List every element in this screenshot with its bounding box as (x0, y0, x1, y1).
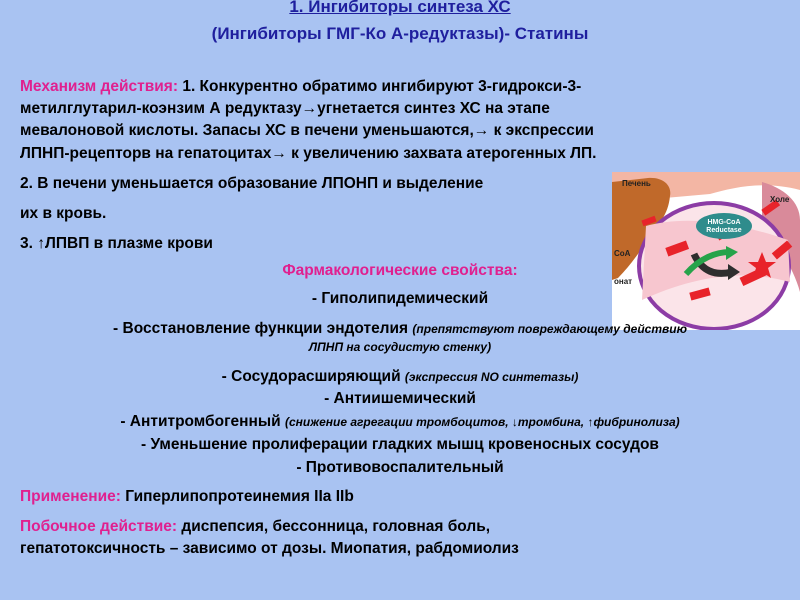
mechanism-line-4: ЛПНП-рецепторв на гепатоцитах→ к увеличению захвата атерогенных ЛП. (20, 145, 597, 162)
pharm-item-3-main: - Сосудорасширяющий (221, 368, 405, 385)
enzyme-label-2: Reductase (706, 227, 742, 234)
mechanism-line-3: мевалоновой кислоты. Запасы ХС в печени уменьшаются,→ к экспрессии (20, 122, 594, 139)
pharm-item-5 (0, 411, 800, 433)
liver-label: Печень (622, 179, 651, 188)
side-effects-line-1 (20, 516, 490, 538)
usage-label: Применение: (20, 488, 121, 505)
pharm-item-4: - Антиишемический (324, 390, 476, 407)
enzyme-shape (696, 213, 752, 239)
title-line-1: 1. Ингибиторы синтеза ХС (289, 0, 511, 16)
onat-label: онат (614, 277, 633, 286)
side-effects-line-2: гепатотоксичность – зависимо от дозы. Миопатия, рабдомиолиз (20, 540, 519, 557)
mechanism-item-3: 3. ↑ЛПВП в плазме крови (20, 235, 213, 252)
pharm-item-7: - Противовоспалительный (296, 459, 504, 476)
pharm-heading: Фармакологические свойства: (282, 262, 518, 279)
pharm-item-5-main: - Антитромбогенный (120, 413, 285, 430)
side-effects-label: Побочное действие: (20, 518, 178, 535)
title-line-2: (Ингибиторы ГМГ-Ко А-редуктазы)- Статины (211, 24, 589, 43)
pharm-item-2-note-b: ЛПНП на сосудистую стенку) (308, 340, 492, 354)
mechanism-text-1: 1. Конкурентно обратимо ингибируют 3-гидрокси-3- (178, 78, 582, 95)
usage-text: Гиперлипопротеинемия IIa IIb (120, 488, 354, 505)
mechanism-line-1 (20, 76, 790, 98)
pharm-item-3-note: (экспрессия NO синтетазы) (404, 370, 579, 384)
enzyme-label-1: HMG-CoA (707, 219, 741, 226)
usage-line (20, 486, 354, 508)
side-effects-text-1: диспепсия, бессонница, головная боль, (177, 518, 491, 535)
pharm-item-6: - Уменьшение пролиферации гладких мышц кровеносных сосудов (141, 436, 659, 453)
pharm-item-1: - Гиполипидемический (311, 290, 489, 307)
coa-label: CoA (614, 249, 631, 258)
mechanism-item-2-line-1: 2. В печени уменьшается образование ЛПОНП и выделение (20, 175, 484, 192)
chol-label: Холе (770, 195, 790, 204)
mechanism-label: Механизм действия: (20, 78, 179, 95)
pharm-item-3 (0, 366, 800, 388)
pharm-item-2-note: (препятствуют повреждающему действию (412, 322, 687, 336)
pharm-item-2-main: - Восстановление функции эндотелия (113, 320, 413, 337)
pharm-item-5-note: (снижение агрегации тромбоцитов, ↓тромбина, ↑фибринолиза) (284, 415, 680, 429)
mechanism-item-2-line-2: их в кровь. (20, 205, 107, 222)
mechanism-line-2: метилглутарил-коэнзим А редуктазу→угнетается синтез ХС на этапе (20, 100, 550, 117)
pharm-item-2 (0, 318, 800, 340)
